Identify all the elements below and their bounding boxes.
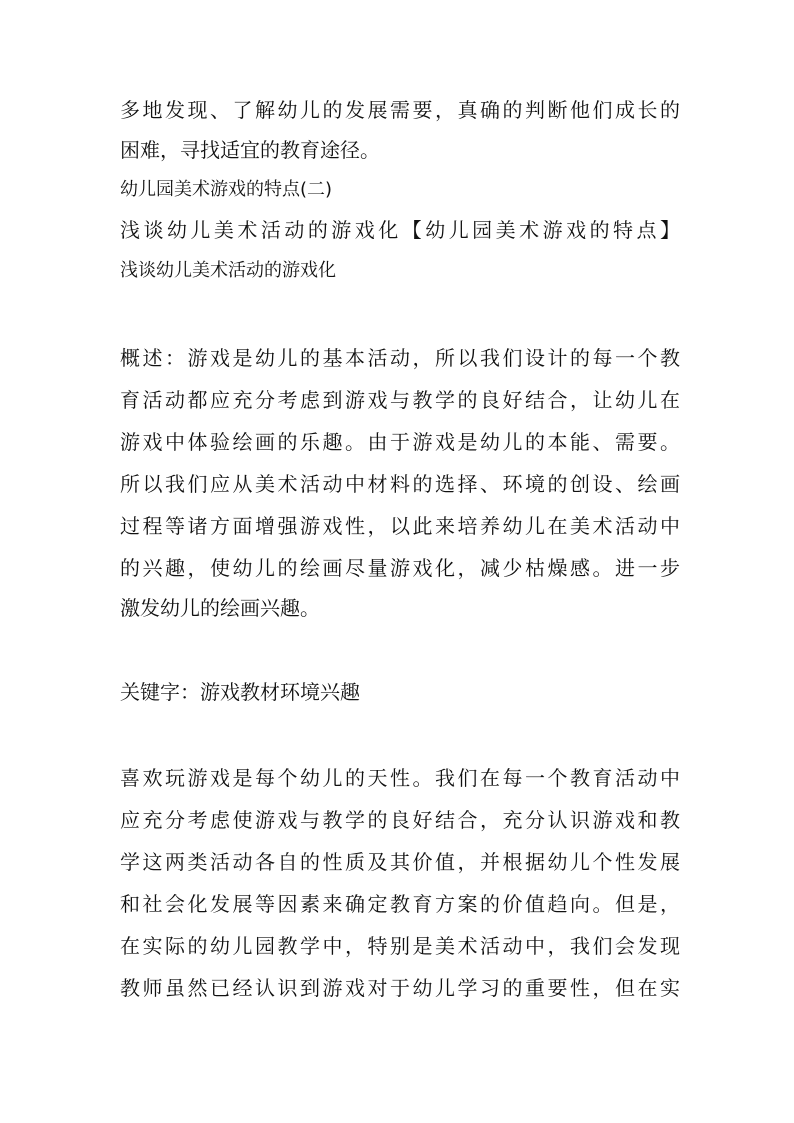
abstract-line-3: 游戏中体验绘画的乐趣。由于游戏是幼儿的本能、需要。 (120, 430, 680, 454)
intro-line-2: 困难，寻找适宜的教育途径。 (120, 138, 380, 162)
abstract-line-7: 激发幼儿的绘画兴趣。 (120, 596, 320, 620)
abstract-line-2: 育活动都应充分考虑到游戏与教学的良好结合，让幼儿在 (120, 388, 680, 412)
heading-article-title: 浅谈幼儿美术活动的游戏化【幼儿园美术游戏的特点】 (120, 218, 680, 242)
abstract-line-1: 概述：游戏是幼儿的基本活动，所以我们设计的每一个教 (120, 346, 680, 370)
body-line-2: 应充分考虑使游戏与教学的良好结合，充分认识游戏和教 (120, 808, 680, 832)
abstract-line-4: 所以我们应从美术活动中材料的选择、环境的创设、绘画 (120, 472, 680, 496)
body-line-4: 和社会化发展等因素来确定教育方案的价值趋向。但是， (120, 892, 680, 916)
abstract-line-5: 过程等诸方面增强游戏性，以此来培养幼儿在美术活动中 (120, 514, 680, 538)
intro-line-1: 多地发现、了解幼儿的发展需要，真确的判断他们成长的 (120, 98, 680, 122)
body-line-3: 学这两类活动各自的性质及其价值，并根据幼儿个性发展 (120, 850, 680, 874)
body-line-6: 教师虽然已经认识到游戏对于幼儿学习的重要性，但在实 (120, 976, 680, 1000)
body-line-5: 在实际的幼儿园教学中，特别是美术活动中，我们会发现 (120, 934, 680, 958)
heading-article-subtitle: 浅谈幼儿美术活动的游戏化 (120, 260, 336, 281)
abstract-line-6: 的兴趣，使幼儿的绘画尽量游戏化，减少枯燥感。进一步 (120, 556, 680, 580)
keywords-line: 关键字：游戏教材环境兴趣 (120, 680, 360, 704)
heading-special-topic: 幼儿园美术游戏的特点(二) (120, 179, 333, 200)
body-line-1: 喜欢玩游戏是每个幼儿的天性。我们在每一个教育活动中 (120, 766, 680, 790)
